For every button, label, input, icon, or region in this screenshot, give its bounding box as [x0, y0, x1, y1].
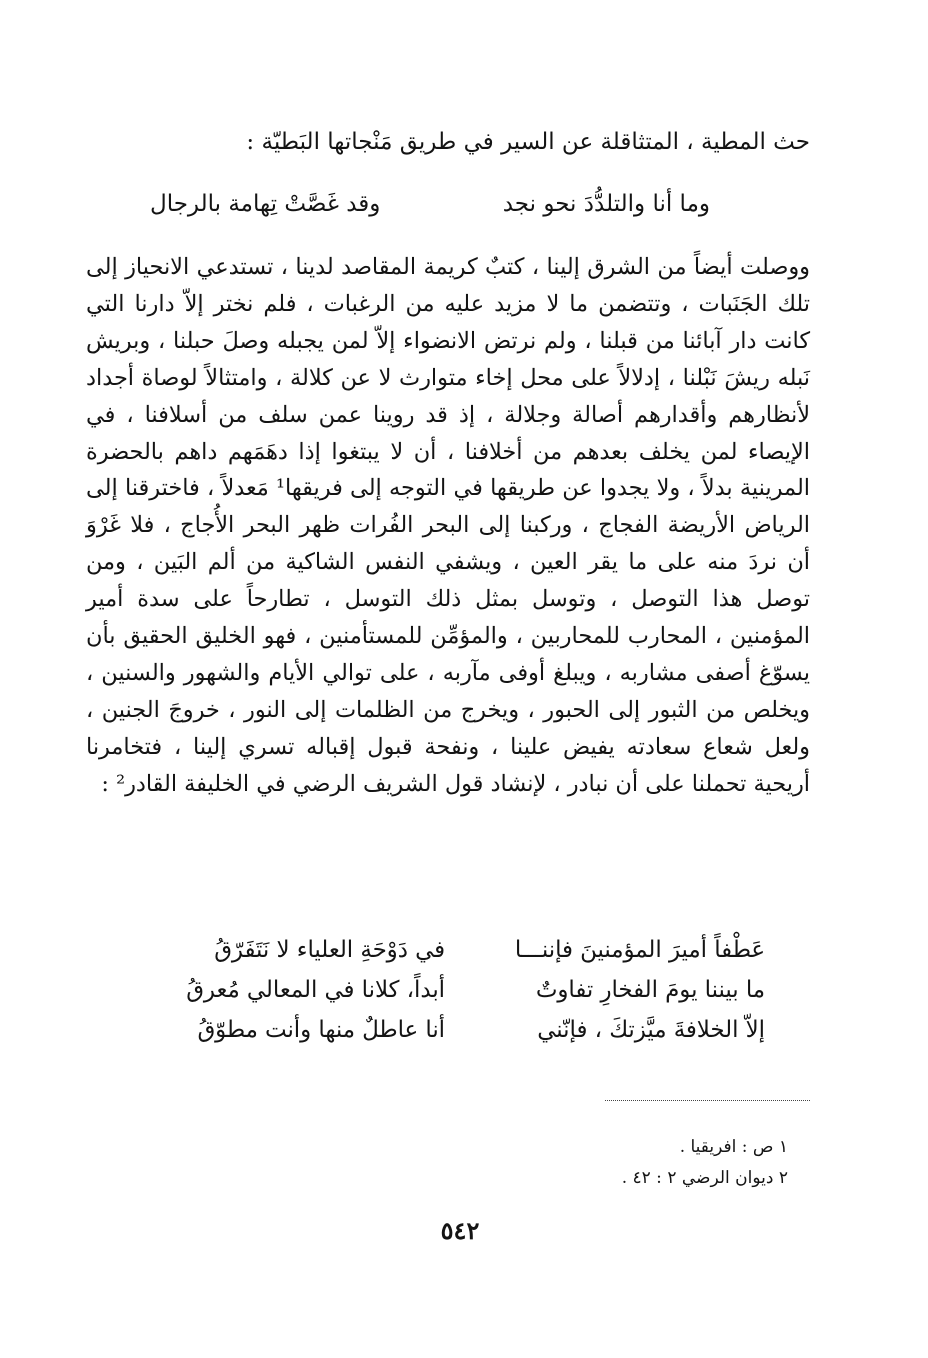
poem-hemistich-first: إلاّ الخلافةَ ميَّزتكَ ، فإنّني	[537, 1017, 765, 1043]
poem-hemistich-second: في دَوْحَةِ العلياء لا نَتَفَرّقُ	[214, 937, 445, 963]
poem-line	[135, 1010, 765, 1050]
footnote-1: ١ ص : افريقيا .	[679, 1137, 788, 1157]
verse-second-hemistich: وقد غَصَّتْ تِهامة بالرجال	[150, 191, 381, 217]
poem-hemistich-first: ما بيننا يومَ الفخارِ تفاوتٌ	[535, 977, 765, 1003]
page-number: ٥٤٢	[440, 1216, 480, 1245]
intro-line: حث المطية ، المتثاقلة عن السير في طريق مَنْجاتها البَطيّة :	[246, 129, 810, 155]
footnotes	[420, 1132, 788, 1194]
footnote-separator	[605, 1100, 810, 1101]
poem-hemistich-first: عَطْفاً أميرَ المؤمنينَ فإننـــا	[514, 937, 765, 963]
paragraph-text: ووصلت أيضاً من الشرق إلينا ، كتبٌ كريمة المقاصد لدينا ، تستدعي الانحياز إلى تلك الجَنَبات ، وتتضمن ما لا مزيد عليه من الرغبات ، فلم نختر إلاّ دارنا التي كانت دار آبائنا من قبلنا ، ولم نرتض الانضواء إلاّ لمن يجبله وصلَ حبلنا ، وبريش نَبله ريشَ نَبْلنا ، إدلالاً على محل إخاء متوارث لا عن كلالة ، وامتثالاً لوصاة أجداد لأنظارهم وأقدارهم أصالة وجلالة ، إذ قد روينا عمن سلف من أسلافنا ، في الإيصاء لمن يخلف بعدهم من أخلافنا ، أن لا يبتغوا إذا دهَمَهم داهم بالحضرة المرينية بدلاً ، ولا يجدوا عن طريقها في التوجه إلى فريقها¹ مَعدلاً ، فاخترقنا إلى الرياض الأريضة الفجاج ، وركبنا إلى البحر الفُرات ظهر البحر الأُجاج ، فلا غَرْوَ أن نردَ منه على ما يقر العين ، ويشفي النفس الشاكية من ألم البَين ، ومن توصل هذا التوصل ، وتوسل بمثل ذلك التوسل ، تطارحاً على سدة أمير المؤمنين ، المحارب للمحاربين ، والمؤمِّن للمستأمنين ، فهو الخليق الحقيق بأن يسوّغ أصفى مشاربه ، ويبلغ أوفى مآربه ، على توالي الأيام والشهور والسنين ، ويخلص من الثبور إلى الحبور ، ويخرج من الظلمات إلى النور ، خروجَ الجنين ، ولعل شعاع سعادته يفيض علينا ، ونفحة قبول إقباله تسري إلينا ، فتخامرنا أريحية تحملنا على أن نبادر ، لإنشاد قول الشريف الرضي في الخليفة القادر² :	[86, 254, 810, 797]
poem-hemistich-second: أبداً، كلانا في المعالي مُعرقُ	[186, 977, 445, 1003]
poem-line	[135, 930, 765, 970]
verse-couplet	[150, 184, 710, 224]
footnote-2: ٢ ديوان الرضي ٢ : ٤٢ .	[621, 1168, 788, 1188]
poem-hemistich-second: أنا عاطلٌ منها وأنت مطوّقُ	[197, 1017, 445, 1043]
poem	[135, 930, 765, 1050]
verse-first-hemistich: وما أنا والتلدُّدَ نحو نجد	[502, 191, 710, 217]
main-paragraph	[86, 249, 810, 803]
poem-line	[135, 970, 765, 1010]
